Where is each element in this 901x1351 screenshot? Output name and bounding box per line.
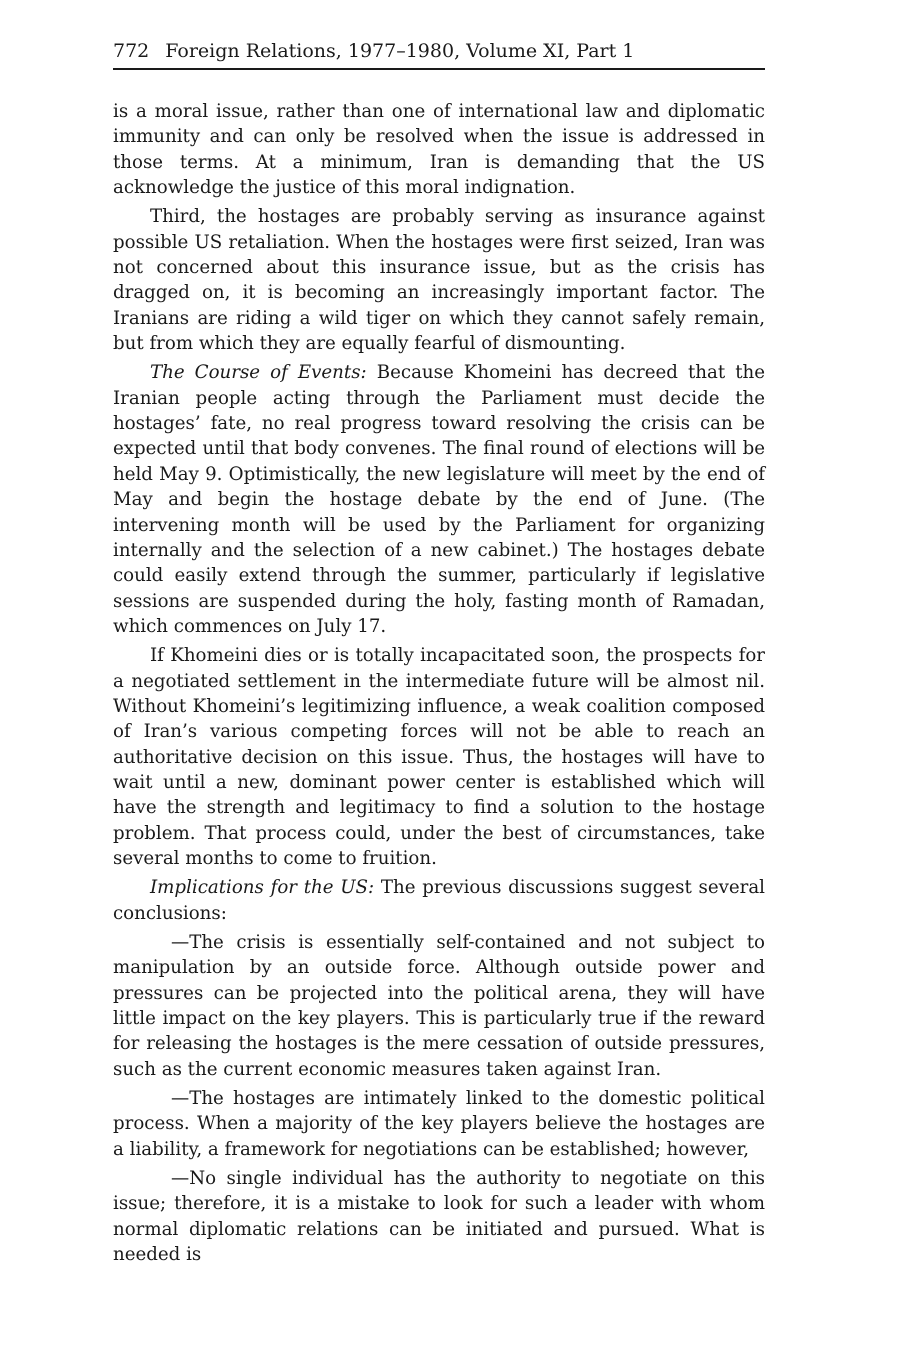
paragraph	[113, 360, 765, 639]
body-text	[113, 99, 765, 1271]
paragraph	[113, 99, 765, 200]
conclusion-item	[113, 1086, 765, 1162]
paragraph-text: Third, the hostages are probably serving as insurance against possible US retaliation. When the hostages were first seized, Iran was not concerned about this insurance issue, but as the crisis has dragged on, it is becoming an increasingly important factor. The Iranians are riding a wild tiger on which they cannot safely remain, but from which they are equally fearful of dismounting.	[113, 206, 765, 355]
paragraph-text: —No single individual has the authority to negotiate on this issue; therefore, it is a mistake to look for such a leader with whom normal diplomatic relations can be initiated and pursued. What is needed is	[113, 1168, 765, 1266]
paragraph-text: —The hostages are intimately linked to the domestic political process. When a majority of the key players believe the hostages are a liability, a framework for negotiations can be established; however,	[113, 1088, 765, 1160]
paragraph-text: —The crisis is essentially self-contained and not subject to manipulation by an outside force. Although outside power and pressures can be projected into the political arena, they will have little impact on the key players. This is particularly true if the reward for releasing the hostages is the mere cessation of outside pressures, such as the current economic measures taken against Iran.	[113, 932, 765, 1080]
paragraph	[113, 875, 765, 926]
running-title: Foreign Relations, 1977–1980, Volume XI, Part 1	[165, 40, 635, 62]
conclusion-item	[113, 1166, 765, 1267]
section-heading-implications: Implications for the US:	[150, 877, 375, 899]
page-number: 772	[113, 40, 150, 62]
paragraph	[113, 204, 765, 356]
paragraph-text: The previous discussions suggest several conclusions:	[113, 877, 765, 924]
paragraph-text: If Khomeini dies or is totally incapacitated soon, the prospects for a negotiated settlement in the intermediate future will be almost nil. Without Khomeini’s legitimizing influence, a weak coalition composed of Iran’s various competing forces will not be able to reach an authoritative decision on this issue. Thus, the hostages will have to wait until a new, dominant power center is established which will have the strength and legitimacy to find a solution to the hostage problem. That process could, under the best of circumstances, take several months to come to fruition.	[113, 645, 765, 869]
page-header	[113, 38, 765, 70]
paragraph	[113, 643, 765, 871]
paragraph-text: Because Khomeini has decreed that the Iranian people acting through the Parliament must decide the hostages’ fate, no real progress toward resolving the crisis can be expected until that body convenes. The final round of elections will be held May 9. Optimistically, the new legislature will meet by the end of May and begin the hostage debate by the end of June. (The intervening month will be used by the Parliament for organizing internally and the selection of a new cabinet.) The hostages debate could easily extend through the summer, particularly if legislative sessions are suspended during the holy, fasting month of Ramadan, which commences on July 17.	[113, 362, 765, 637]
section-heading-course-of-events: The Course of Events:	[150, 362, 367, 384]
conclusion-item	[113, 930, 765, 1082]
paragraph-text: is a moral issue, rather than one of international law and diplomatic immunity and can only be resolved when the issue is addressed in those terms. At a minimum, Iran is demanding that the US acknowledge the justice of this moral indignation.	[113, 101, 765, 199]
